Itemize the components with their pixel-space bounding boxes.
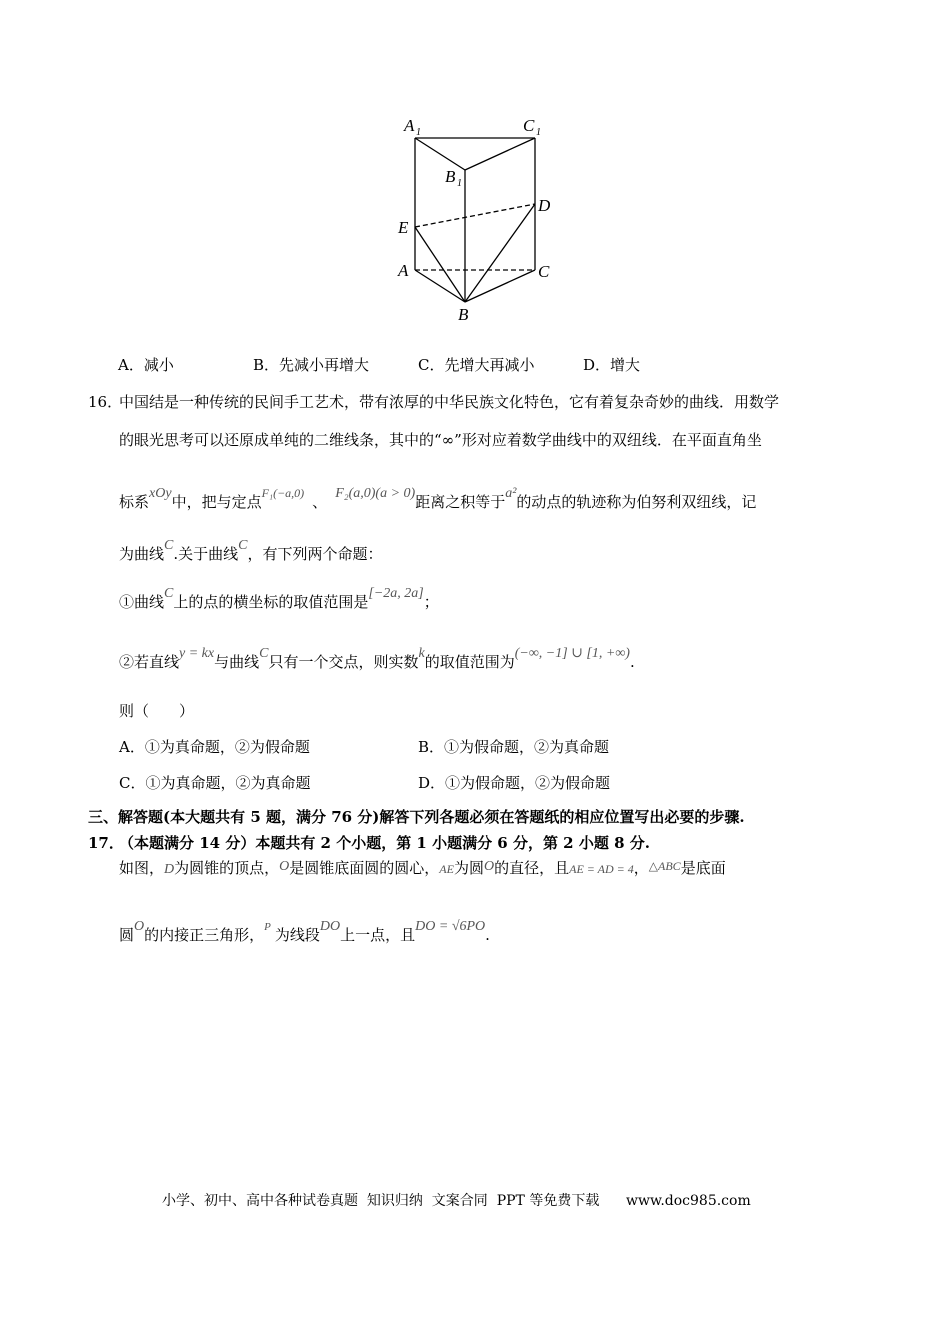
text: 的内接正三角形， bbox=[144, 926, 265, 944]
edge-a-b bbox=[415, 270, 465, 302]
q15-option-c: C．先增大再减小 bbox=[418, 356, 535, 374]
q16-proposition-2 bbox=[119, 646, 635, 674]
q16-ze: 则（ ） bbox=[119, 702, 195, 720]
math-k: k bbox=[418, 646, 425, 661]
text: . bbox=[629, 653, 635, 671]
label-a1: A bbox=[404, 116, 415, 135]
text: 为圆锥的顶点， bbox=[174, 859, 280, 877]
q16-option-b: B．①为假命题，②为真命题 bbox=[418, 738, 610, 756]
q16-line3 bbox=[119, 486, 757, 514]
text: 的取值范围为 bbox=[424, 653, 515, 671]
math-f1: F₁(−a,0) bbox=[261, 486, 305, 500]
math-a-squared: a² bbox=[505, 486, 517, 501]
q16-option-d: D．①为假命题，②为假命题 bbox=[418, 774, 611, 792]
text: 是底面 bbox=[680, 859, 726, 877]
label-e: E bbox=[398, 218, 409, 237]
q16-proposition-1 bbox=[119, 586, 439, 614]
q17-number: 17． bbox=[88, 834, 124, 852]
edge-e-b bbox=[415, 227, 465, 302]
math-o: O bbox=[483, 859, 495, 874]
prism-figure bbox=[390, 110, 570, 330]
math-d: D bbox=[164, 862, 175, 877]
text: 如图， bbox=[119, 859, 165, 877]
math-line: y = kx bbox=[179, 646, 215, 661]
math-c: C bbox=[238, 538, 248, 553]
math-o: O bbox=[134, 919, 145, 934]
label-c1-sub: 1 bbox=[536, 127, 541, 138]
q15-option-b: B．先减小再增大 bbox=[253, 356, 370, 374]
q16-number: 16． bbox=[88, 393, 123, 411]
label-c1: C bbox=[523, 116, 535, 135]
math-p: P bbox=[264, 921, 271, 933]
edge-b1-c1 bbox=[465, 138, 535, 170]
text: 上一点，且 bbox=[340, 926, 416, 944]
q16-option-a: A．①为真命题，②为假命题 bbox=[119, 738, 310, 756]
text: . bbox=[485, 926, 490, 944]
text: 的直径，且 bbox=[494, 859, 570, 877]
math-ae-ad: AE = AD = 4 bbox=[569, 862, 634, 876]
q15-option-a: A．减小 bbox=[118, 356, 174, 374]
text: ①曲线 bbox=[119, 593, 165, 611]
label-b: B bbox=[458, 305, 469, 324]
math-c: C bbox=[259, 646, 269, 661]
math-do-eq: DO = √6PO bbox=[415, 919, 486, 934]
math-do: DO bbox=[319, 919, 341, 934]
text: ，有下列两个命题： bbox=[247, 545, 383, 563]
text: 为线段 bbox=[274, 926, 320, 944]
math-o: O bbox=[279, 859, 290, 874]
text: 为圆 bbox=[453, 859, 484, 877]
section-3-heading: 三、解答题(本大题共有 5 题，满分 76 分)解答下列各题必须在答题纸的相应位置写出必要的步骤. bbox=[88, 808, 745, 826]
q16-option-c: C．①为真命题，②为真命题 bbox=[119, 774, 311, 792]
math-ae: AE bbox=[439, 862, 454, 876]
q16-line2: 的眼光思考可以还原成单纯的二维线条，其中的“∞”形对应着数学曲线中的双纽线．在平面直角坐 bbox=[119, 431, 762, 449]
edge-e-d-dashed bbox=[415, 204, 535, 227]
text: ； bbox=[423, 593, 439, 611]
text: 是圆锥底面圆的圆心， bbox=[289, 859, 440, 877]
page-footer: 小学、初中、高中各种试卷真题 知识归纳 文案合同 PPT 等免费下载 www.doc985.com bbox=[162, 1193, 751, 1209]
text: 中，把与定点 bbox=[171, 493, 262, 511]
math-xoy: xOy bbox=[149, 486, 172, 501]
text: 只有一个交点，则实数 bbox=[268, 653, 419, 671]
text: .关于曲线 bbox=[173, 545, 239, 563]
text: 、 bbox=[312, 493, 328, 511]
math-k-range: (−∞, −1] ∪ [1, +∞) bbox=[514, 646, 630, 661]
text: ②若直线 bbox=[119, 653, 180, 671]
edge-c-b bbox=[465, 270, 535, 302]
text: 标系 bbox=[119, 493, 150, 511]
label-a1-sub: 1 bbox=[416, 127, 421, 138]
label-b1: B bbox=[445, 167, 456, 186]
q16-line1: 中国结是一种传统的民间手工艺术，带有浓厚的中华民族文化特色，它有着复杂奇妙的曲线．用数学 bbox=[119, 393, 780, 411]
text: 的动点的轨迹称为伯努利双纽线，记 bbox=[516, 493, 757, 511]
math-f2: F₂(a,0)(a > 0) bbox=[335, 486, 416, 501]
text: 上的点的横坐标的取值范围是 bbox=[173, 593, 369, 611]
q17-line2 bbox=[119, 919, 490, 947]
q17-head: （本题满分 14 分）本题共有 2 个小题，第 1 小题满分 6 分，第 2 小题 8 分. bbox=[119, 834, 650, 852]
q16-line4 bbox=[119, 538, 383, 566]
text: 圆 bbox=[119, 926, 135, 944]
text: 为曲线 bbox=[119, 545, 165, 563]
q17-line1 bbox=[119, 858, 726, 880]
edge-d-b bbox=[465, 204, 535, 302]
math-range: [−2a, 2a] bbox=[368, 586, 424, 601]
text: 距离之积等于 bbox=[415, 493, 506, 511]
edge-a1-b1 bbox=[415, 138, 465, 170]
text: ， bbox=[633, 859, 649, 877]
math-c: C bbox=[164, 538, 174, 553]
label-d: D bbox=[538, 196, 551, 215]
math-c: C bbox=[164, 586, 174, 601]
label-b1-sub: 1 bbox=[457, 178, 462, 189]
math-triangle-abc: △ABC bbox=[648, 859, 681, 873]
text: 与曲线 bbox=[214, 653, 260, 671]
label-a: A bbox=[398, 261, 409, 280]
q15-option-d: D．增大 bbox=[583, 356, 641, 374]
label-c: C bbox=[538, 262, 550, 281]
